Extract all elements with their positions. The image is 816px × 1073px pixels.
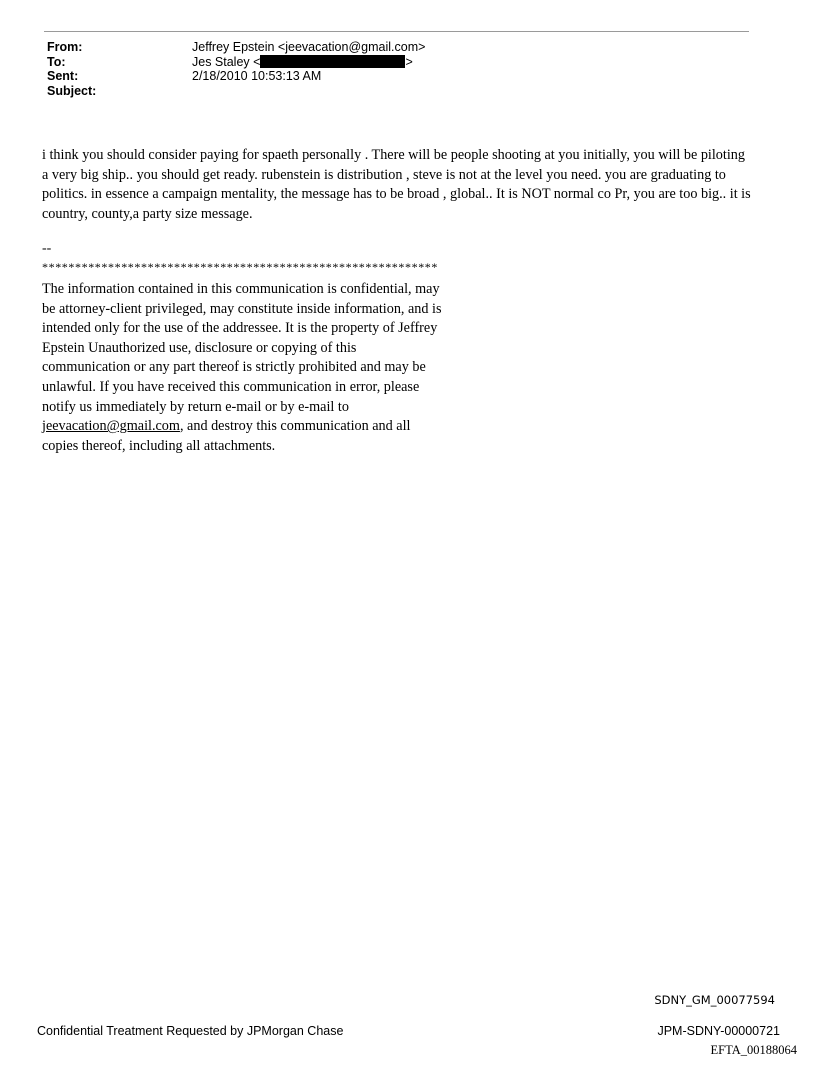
signature-separator: -- — [42, 241, 52, 256]
sent-label: Sent: — [47, 69, 79, 83]
asterisk-rule: ************************************************************ — [42, 260, 438, 274]
to-label: To: — [47, 54, 66, 69]
redaction-bar — [260, 55, 405, 68]
from-value: Jeffrey Epstein <jeevacation@gmail.com> — [192, 40, 426, 54]
bates-number-gm: SDNY_GM_00077594 — [654, 993, 775, 1007]
disclaimer-text: The information contained in this communication is confidential, may be attorney-client privileged, may constitute inside information, and is intended only for the use of the addressee. It is the property of Jeffrey Epstein Unauthorized use, disclosure or copying of this communication or any part thereof is strictly prohibited and may be unlawful. If you have received this communication in error, please notify us immediately by return e-mail or by e-mail to — [42, 281, 442, 415]
subject-label: Subject: — [47, 83, 97, 98]
bates-number-jpm: JPM-SDNY-00000721 — [657, 1024, 780, 1038]
subject-row — [47, 84, 425, 99]
from-label: From: — [47, 40, 83, 54]
disclaimer-paragraph — [42, 280, 442, 456]
confidentiality-disclaimer — [42, 280, 442, 456]
body-paragraph: i think you should consider paying for spaeth personally . There will be people shooting at you initially, you will be piloting a very big ship.. you should get ready. rubenstein is distribution , steve is not at the level you need. you are graduating to politics. in essence a campaign mentality, the message has to be broad , global.. It is NOT normal co Pr, you are too big.. it is country, county,a party size message. — [42, 147, 751, 222]
email-body — [42, 146, 752, 224]
to-row — [47, 55, 425, 70]
bates-number-efta: EFTA_00188064 — [710, 1043, 797, 1057]
disclaimer-email-link[interactable]: jeevacation@gmail.com — [42, 418, 180, 435]
sent-value: 2/18/2010 10:53:13 AM — [192, 69, 322, 83]
from-row — [47, 40, 425, 55]
to-close: > — [405, 54, 413, 69]
disclaimer-text-end: , and destroy this communication and all copies thereof, including all attachments. — [42, 418, 411, 454]
to-value — [192, 55, 413, 70]
email-header — [47, 40, 425, 98]
header-divider — [44, 31, 749, 32]
confidential-treatment-note: Confidential Treatment Requested by JPMorgan Chase — [37, 1024, 344, 1038]
sent-row — [47, 69, 425, 84]
to-name: Jes Staley < — [192, 54, 261, 69]
